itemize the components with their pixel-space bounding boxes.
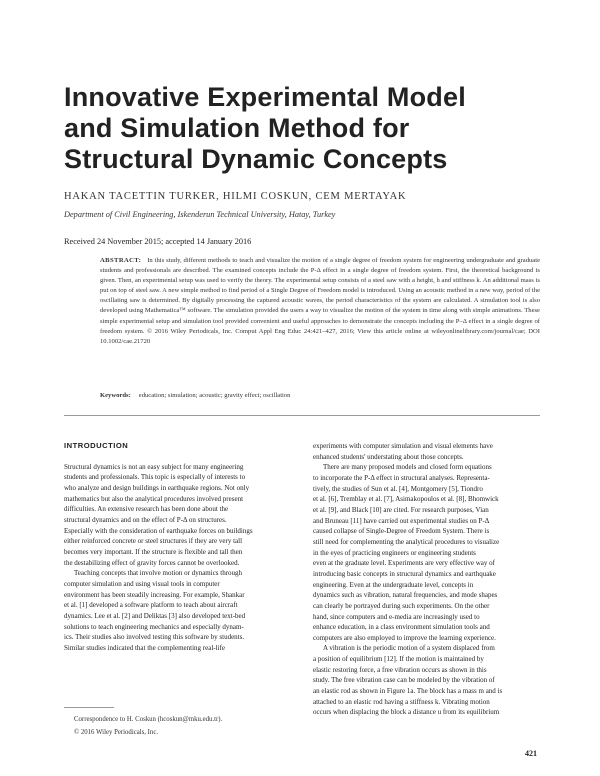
text-line: even at the graduate level. Experiments are very effective way of [313, 559, 495, 568]
text-line: to incorporate the P-Δ effect in structural analyses. Representa- [313, 473, 490, 482]
title-line: and Simulation Method for [64, 113, 410, 143]
abstract-label: ABSTRACT: [100, 257, 142, 264]
text-line: students and professionals. This topic is especially of interests to [64, 473, 246, 482]
text-line: computers are also employed to improve the learning experience. [313, 633, 496, 642]
text-line: in the eyes of practicing engineers or engineering students [313, 548, 476, 557]
text-line: who analyze and design buildings in earthquake regions. Not only [64, 483, 250, 492]
text-line: structural dynamics and on the effect of P-Δ on structures. [64, 515, 227, 524]
text-line: an elastic rod as shown in Figure 1a. The block has a mass m and is [313, 687, 503, 696]
right-column [313, 441, 541, 718]
page-number: 421 [525, 749, 537, 758]
text-line: becomes very important. If the structure is flexible and tall then [64, 547, 243, 556]
text-line: Structural dynamics is not an easy subject for many engineering [64, 462, 244, 471]
right-paragraph-2 [313, 462, 541, 643]
abstract-text: In this study, different methods to teach and visualize the motion of a single degree of freedom system for engineering undergraduate and graduate students and professionals are described. The examined concepts include the P-Δ effect in a single degree of freedom system. First, the theoretical background is given. Then, an experimental setup was used to verify the theory. The experimental setup consists of a steel saw with a height, h and stiffness k. An additional mass is put on top of steel saw. A new simple method to find period of a Single Degree of Freedom model is introduced. Using an acoustic method in a new way, period of the oscillating saw is determined. By digitally processing the captured acoustic waves, the period characteristics of the system are calculated. A simulation tool is also developed using Mathematica™ software. The simulation provided the users a way to visualize the motion of the system in time along with simple animations. These simple experimental setup and simulation tool provided convenient and useful approaches to demonstrate the concepts including the P–Δ effect in a single degree of freedom system. © 2016 Wiley Periodicals, Inc. Comput Appl Eng Educ 24:421–427, 2016; View this article online at wileyonlinelibrary.com/journal/cae; DOI 10.1002/cae.21720 [100, 257, 540, 345]
text-line: caused collapse of Single-Degree of Freedom System. There is [313, 527, 490, 536]
text-line: study. The free vibration case can be modeled by the vibration of [313, 676, 495, 685]
section-heading: INTRODUCTION [64, 441, 129, 450]
right-paragraph-1 [313, 441, 541, 462]
intro-paragraph-1 [64, 462, 294, 569]
text-line: occurs when displacing the block a distance u from its equilibrium [313, 708, 500, 717]
correspondence-note: Correspondence to H. Coskun (hcoskun@mku.edu.tr). [74, 716, 223, 723]
article-title [64, 82, 544, 175]
text-line: elastic restoring force, a free vibration occurs as shown in this [313, 665, 487, 674]
text-line: solutions to teach engineering mechanics and especially dynam- [64, 622, 244, 631]
text-line: Especially with the consideration of earthquake forces on buildings [64, 526, 253, 535]
abstract [100, 256, 540, 347]
text-line: A vibration is the periodic motion of a system displaced from [323, 644, 495, 653]
left-column [64, 441, 294, 653]
keywords-text: education; simulation; acoustic; gravity effect; oscillation [138, 392, 291, 399]
intro-paragraph-2 [64, 568, 294, 653]
text-line: tively, the studies of Sun et al. [4], Montgomery [5], Tiondro [313, 484, 483, 493]
text-line: et al. [9], and Black [10] are cited. For research purposes, Vian [313, 505, 489, 514]
text-line: attached to an elastic rod having a stiffness k. Vibrating motion [313, 697, 490, 706]
author-list: HAKAN TACETTIN TURKER, HILMI COSKUN, CEM MERTAYAK [64, 191, 407, 202]
text-line: difficulties. An extensive research has been done about the [64, 505, 229, 514]
received-dates: Received 24 November 2015; accepted 14 January 2016 [64, 237, 252, 246]
text-line: either reinforced concrete or steel structures if they are very tall [64, 537, 243, 546]
text-line: a position of equilibrium [12]. If the motion is maintained by [313, 655, 484, 664]
text-line: computer simulation and using visual tools in computer [64, 579, 220, 588]
text-line: There are many proposed models and closed form equations [323, 463, 492, 472]
text-line: the destabilizing effect of gravity forces cannot be overlooked. [64, 558, 240, 567]
text-line: introducing basic concepts in structural dynamics and earthquake [313, 569, 496, 578]
text-line: ics. Their studies also involved testing this software by students. [64, 633, 245, 642]
title-line: Innovative Experimental Model [64, 82, 466, 112]
text-line: Similar studies indicated that the complementing real-life [64, 643, 225, 652]
text-line: engineering. Even at the undergraduate level, concepts in [313, 580, 474, 589]
text-line: still need for complementing the analytical procedures to visualize [313, 537, 500, 546]
text-line: hand, since computers and e-media are increasingly used to [313, 612, 480, 621]
text-line: et al. [1] developed a software platform to teach about aircraft [64, 601, 238, 610]
footnote-divider [64, 707, 114, 708]
affiliation: Department of Civil Engineering, Iskenderun Technical University, Hatay, Turkey [64, 210, 336, 219]
keywords-label: Keywords: [100, 392, 131, 399]
copyright-note: © 2016 Wiley Periodicals, Inc. [74, 729, 159, 736]
text-line: mathematics but also the analytical procedures involved present [64, 494, 244, 503]
section-divider [64, 415, 540, 416]
text-line: environment has been steadily increasing. For example, Shankar [64, 590, 245, 599]
text-line: dynamics. Lee et al. [2] and Deliktas [3] also developed text-bed [64, 611, 246, 620]
right-paragraph-3 [313, 643, 541, 718]
text-line: experiments with computer simulation and visual elements have [313, 442, 493, 450]
keywords [100, 392, 290, 399]
text-line: et al. [6], Tremblay et al. [7], Asimakopoulos et al. [8], Bhomwick [313, 495, 499, 504]
text-line: enhance education, in a class environment simulation tools and [313, 623, 490, 632]
text-line: dynamics such as vibration, natural frequencies, and mode shapes [313, 591, 498, 600]
text-line: can clearly be portrayed during such experiments. On the other [313, 601, 490, 610]
title-line: Structural Dynamic Concepts [64, 144, 448, 174]
text-line: enhanced students' understating about those concepts. [313, 452, 464, 461]
text-line: and Bruneau [11] have carried out experimental studies on P-Δ [313, 516, 490, 525]
text-line: Teaching concepts that involve motion or dynamics through [74, 569, 243, 578]
